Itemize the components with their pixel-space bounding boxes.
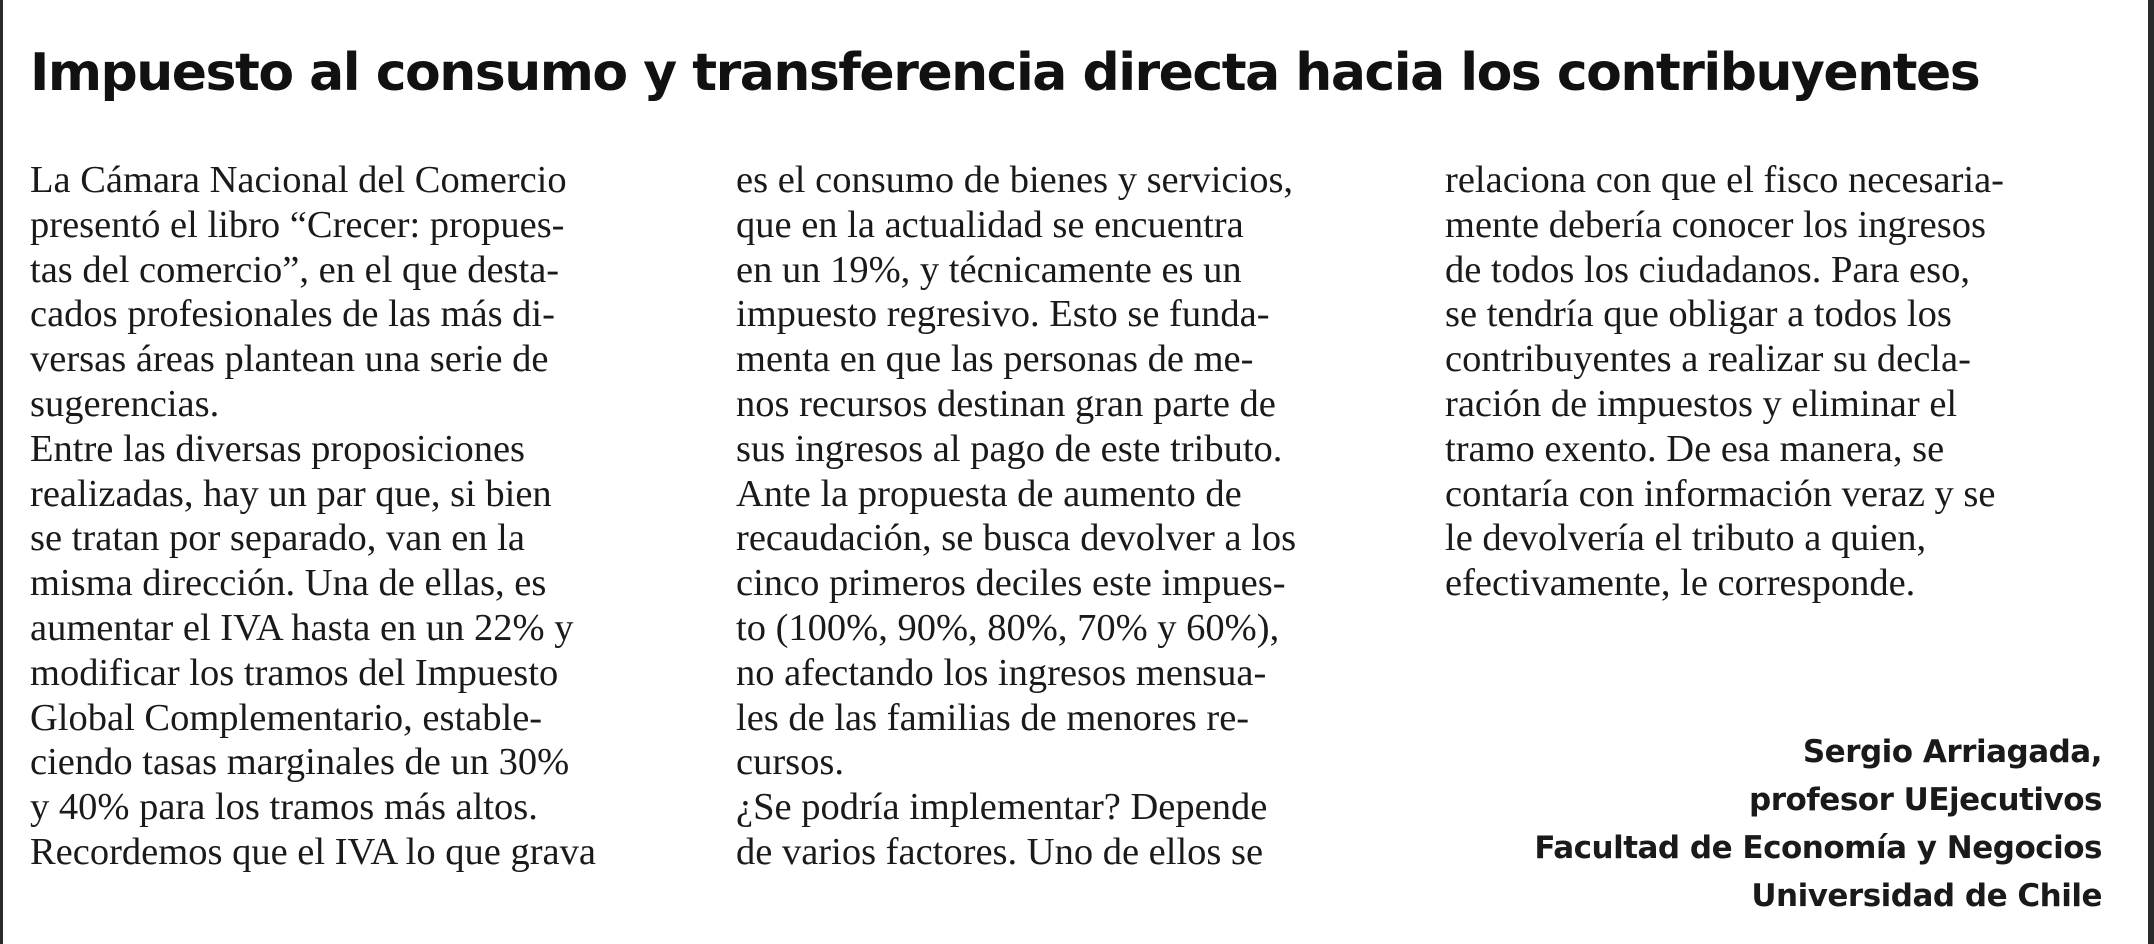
text-line: se tratan por separado, van en la — [30, 517, 525, 560]
text-line: que en la actualidad se encuentra — [736, 203, 1244, 246]
text-line: le devolvería el tributo a quien, — [1445, 517, 1927, 560]
text-line: relaciona con que el fisco necesaria- — [1445, 159, 2005, 201]
text-line: ciendo tasas marginales de un 30% — [30, 741, 570, 784]
author-role: profesor UEjecutivos — [1749, 782, 2102, 818]
text-line: realizadas, hay un par que, si bien — [30, 472, 552, 515]
text-line: tramo exento. De esa manera, se — [1445, 427, 1945, 470]
text-line: efectivamente, le corresponde. — [1445, 562, 1916, 605]
text-line: sus ingresos al pago de este tributo. — [736, 427, 1283, 470]
text-line: y 40% para los tramos más altos. — [30, 786, 538, 829]
text-line: les de las familias de menores re- — [736, 696, 1250, 739]
right-column-rule — [2148, 0, 2154, 944]
article-headline: Impuesto al consumo y transferencia directa hacia los contribuyentes — [30, 43, 1980, 103]
text-line: es el consumo de bienes y servicios, — [736, 159, 1294, 201]
text-line: nos recursos destinan gran parte de — [736, 382, 1276, 425]
text-line: Recordemos que el IVA lo que grava — [30, 830, 596, 873]
text-line: modificar los tramos del Impuesto — [30, 651, 559, 694]
text-line: tas del comercio”, en el que desta- — [30, 248, 560, 291]
author-university: Universidad de Chile — [1751, 878, 2102, 914]
text-line: contribuyentes a realizar su decla- — [1445, 338, 1971, 381]
author-name: Sergio Arriagada, — [1802, 734, 2102, 770]
article-column-2 — [736, 158, 1416, 875]
text-line: no afectando los ingresos mensua- — [736, 651, 1267, 694]
text-line: cinco primeros deciles este impues- — [736, 562, 1286, 605]
text-line: menta en que las personas de me- — [736, 338, 1254, 381]
text-line: presentó el libro “Crecer: propues- — [30, 203, 565, 246]
text-line: de varios factores. Uno de ellos se — [736, 830, 1264, 873]
text-line: contaría con información veraz y se — [1445, 472, 1996, 515]
article-column-1 — [30, 158, 710, 875]
text-line: ración de impuestos y eliminar el — [1445, 382, 1958, 425]
author-faculty: Facultad de Economía y Negocios — [1534, 830, 2102, 866]
text-line: recaudación, se busca devolver a los — [736, 517, 1297, 560]
text-line: La Cámara Nacional del Comercio — [30, 159, 567, 201]
text-line: en un 19%, y técnicamente es un — [736, 248, 1242, 291]
text-line: cursos. — [736, 741, 844, 784]
text-line: se tendría que obligar a todos los — [1445, 293, 1952, 336]
article-column-3 — [1445, 158, 2125, 606]
text-line: to (100%, 90%, 80%, 70% y 60%), — [736, 606, 1280, 649]
left-column-rule — [0, 0, 3, 944]
text-line: versas áreas plantean una serie de — [30, 338, 549, 381]
text-line: impuesto regresivo. Esto se funda- — [736, 293, 1270, 336]
text-line: Entre las diversas proposiciones — [30, 427, 526, 470]
text-line: de todos los ciudadanos. Para eso, — [1445, 248, 1970, 291]
text-line: aumentar el IVA hasta en un 22% y — [30, 606, 574, 649]
text-line: ¿Se podría implementar? Depende — [736, 786, 1268, 829]
author-byline — [1534, 728, 2102, 920]
text-line: Ante la propuesta de aumento de — [736, 472, 1242, 515]
text-line: mente debería conocer los ingresos — [1445, 203, 1986, 246]
text-line: cados profesionales de las más di- — [30, 293, 555, 336]
text-line: sugerencias. — [30, 382, 220, 425]
text-line: Global Complementario, estable- — [30, 696, 543, 739]
text-line: misma dirección. Una de ellas, es — [30, 562, 547, 605]
